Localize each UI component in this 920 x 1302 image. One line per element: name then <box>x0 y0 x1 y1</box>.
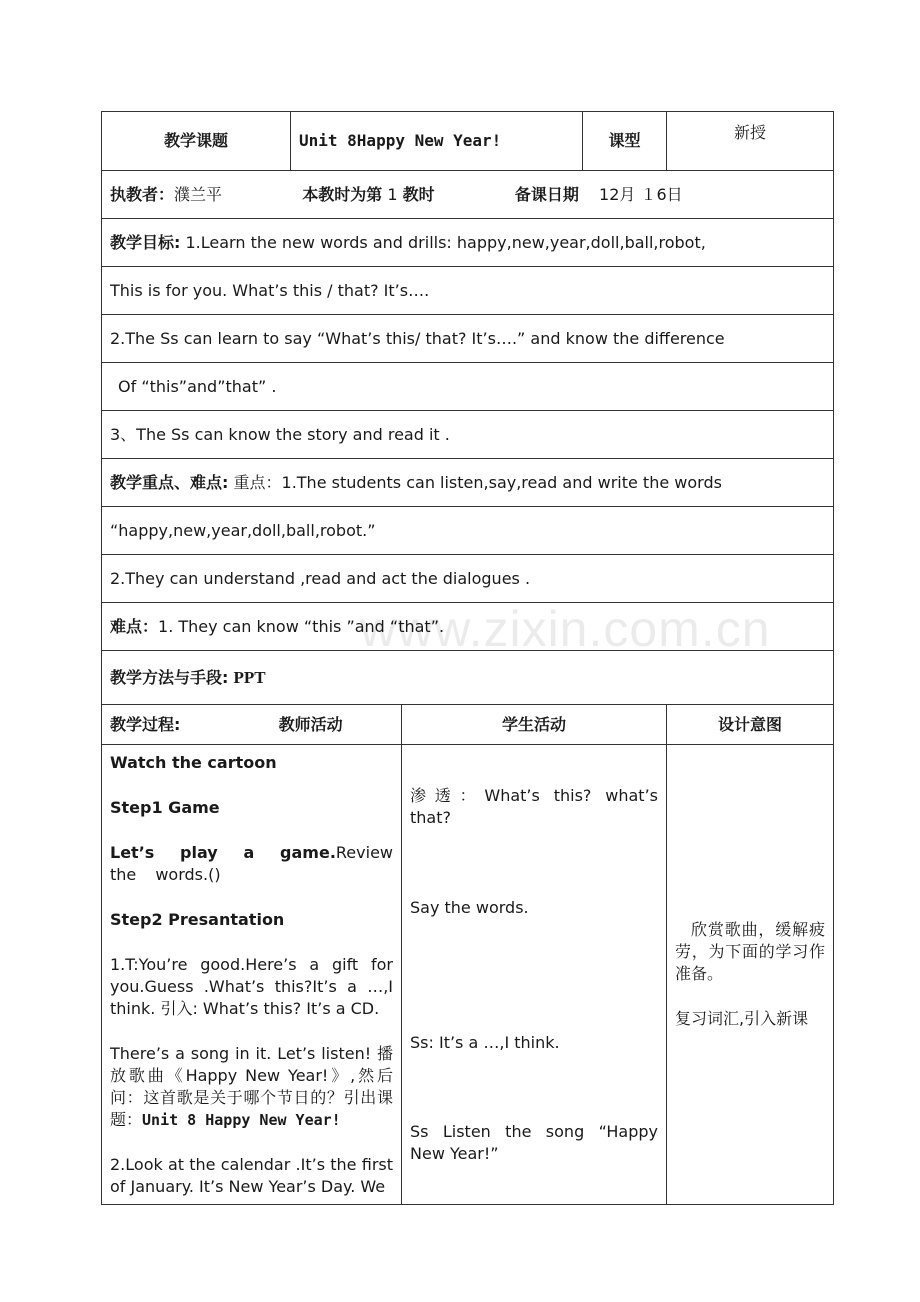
process-header-cell <box>102 705 402 745</box>
methods-label: 教学方法与手段: <box>110 667 229 687</box>
design-cell <box>667 745 834 1205</box>
design-2: 复习词汇,引入新课 <box>675 1009 809 1028</box>
teacher-col-header: 教师活动 <box>278 714 343 734</box>
game-rest: Review the words.() <box>110 842 393 884</box>
objective-line: Of “this”and”that” . <box>102 363 834 411</box>
presentation-1: 1.T:You’re good.Here’s a gift for you.Guess .What’s this?It’s a …,I think. 引入: What’s this? It’s a CD. <box>110 954 393 1018</box>
process-label: 教学过程: <box>110 714 181 734</box>
methods-cell <box>102 651 834 705</box>
type-label: 课型 <box>583 112 667 171</box>
game-text <box>110 842 393 886</box>
objective-line: 1.Learn the new words and drills: happy,new,year,doll,ball,robot, <box>185 232 706 252</box>
keypoint-line: 2.They can understand ,read and act the dialogues . <box>102 555 834 603</box>
objective-row <box>102 411 834 459</box>
process-row <box>102 745 834 1205</box>
keypoint-row <box>102 555 834 603</box>
teacher-label: 执教者： <box>110 184 175 204</box>
date-value: 12月 １6日 <box>599 184 683 204</box>
keypoint-row <box>102 507 834 555</box>
period-text: 本教时为第 <box>302 184 383 204</box>
difficulty-cell <box>102 603 834 651</box>
unit-title: Unit 8 Happy New Year! <box>142 1110 341 1129</box>
type-value: 新授 <box>667 112 834 171</box>
objective-cell <box>102 219 834 267</box>
difficulty-text: 1. They can know “this ”and “that”. <box>158 616 445 636</box>
period-unit: 教时 <box>402 184 435 204</box>
step2-title: Step2 Presantation <box>110 909 285 929</box>
student-1: 渗透：What’s this? what’s that? <box>410 785 659 827</box>
design-col-header: 设计意图 <box>667 705 834 745</box>
header-row <box>102 112 834 171</box>
key-label: 重点： <box>233 472 282 492</box>
difficulty-label: 难点： <box>110 616 159 636</box>
presentation-2-text: There’s a song in it. Let’s listen! 播放歌曲《Happy New Year!》,然后问：这首歌是关于哪个节日的？引出课题： <box>110 1043 393 1129</box>
keypoints-label: 教学重点、难点: <box>110 472 229 492</box>
difficulty-row <box>102 603 834 651</box>
game-bold: Let’s play a game. <box>110 842 336 862</box>
keypoint-line: “happy,new,year,doll,ball,robot.” <box>102 507 834 555</box>
student-2: Say the words. <box>410 897 529 917</box>
objective-line: 2.The Ss can learn to say “What’s this/ that? It’s….” and know the difference <box>102 315 834 363</box>
design-1: 欣赏歌曲，缓解疲劳，为下面的学习作准备。 <box>675 920 826 983</box>
objectives-label: 教学目标: <box>110 232 181 252</box>
info-cell <box>102 171 834 219</box>
objective-line: This is for you. What’s this / that? It’s…. <box>102 267 834 315</box>
step1-title: Step1 Game <box>110 797 220 817</box>
objective-line: 3、The Ss can know the story and read it . <box>102 411 834 459</box>
teacher-activity-cell <box>102 745 402 1205</box>
objective-row <box>102 219 834 267</box>
date-label: 备课日期 <box>514 184 579 204</box>
student-4: Ss Listen the song “Happy New Year!” <box>410 1121 659 1163</box>
keypoint-line: 1.The students can listen,say,read and write the words <box>281 472 722 492</box>
teacher-name: 濮兰平 <box>174 184 223 204</box>
presentation-3: 2.Look at the calendar .It’s the first of January. It’s New Year’s Day. We <box>110 1154 393 1196</box>
objective-row <box>102 267 834 315</box>
student-3: Ss: It’s a …,I think. <box>410 1032 560 1052</box>
info-row <box>102 171 834 219</box>
topic-label: 教学课题 <box>102 112 291 171</box>
objective-row <box>102 363 834 411</box>
presentation-2 <box>110 1043 393 1131</box>
period-num: 1 <box>387 184 398 204</box>
watch-cartoon: Watch the cartoon <box>110 752 277 772</box>
objective-row <box>102 315 834 363</box>
methods-value: PPT <box>233 667 266 687</box>
lesson-plan <box>101 111 833 1205</box>
topic-value: Unit 8Happy New Year! <box>291 112 583 171</box>
student-col-header: 学生活动 <box>402 705 667 745</box>
watermark: www.zixin.com.cn <box>360 601 771 657</box>
keypoint-row <box>102 459 834 507</box>
methods-row <box>102 651 834 705</box>
keypoint-cell <box>102 459 834 507</box>
lesson-table <box>101 111 834 1205</box>
process-header-row <box>102 705 834 745</box>
student-activity-cell <box>402 745 667 1205</box>
